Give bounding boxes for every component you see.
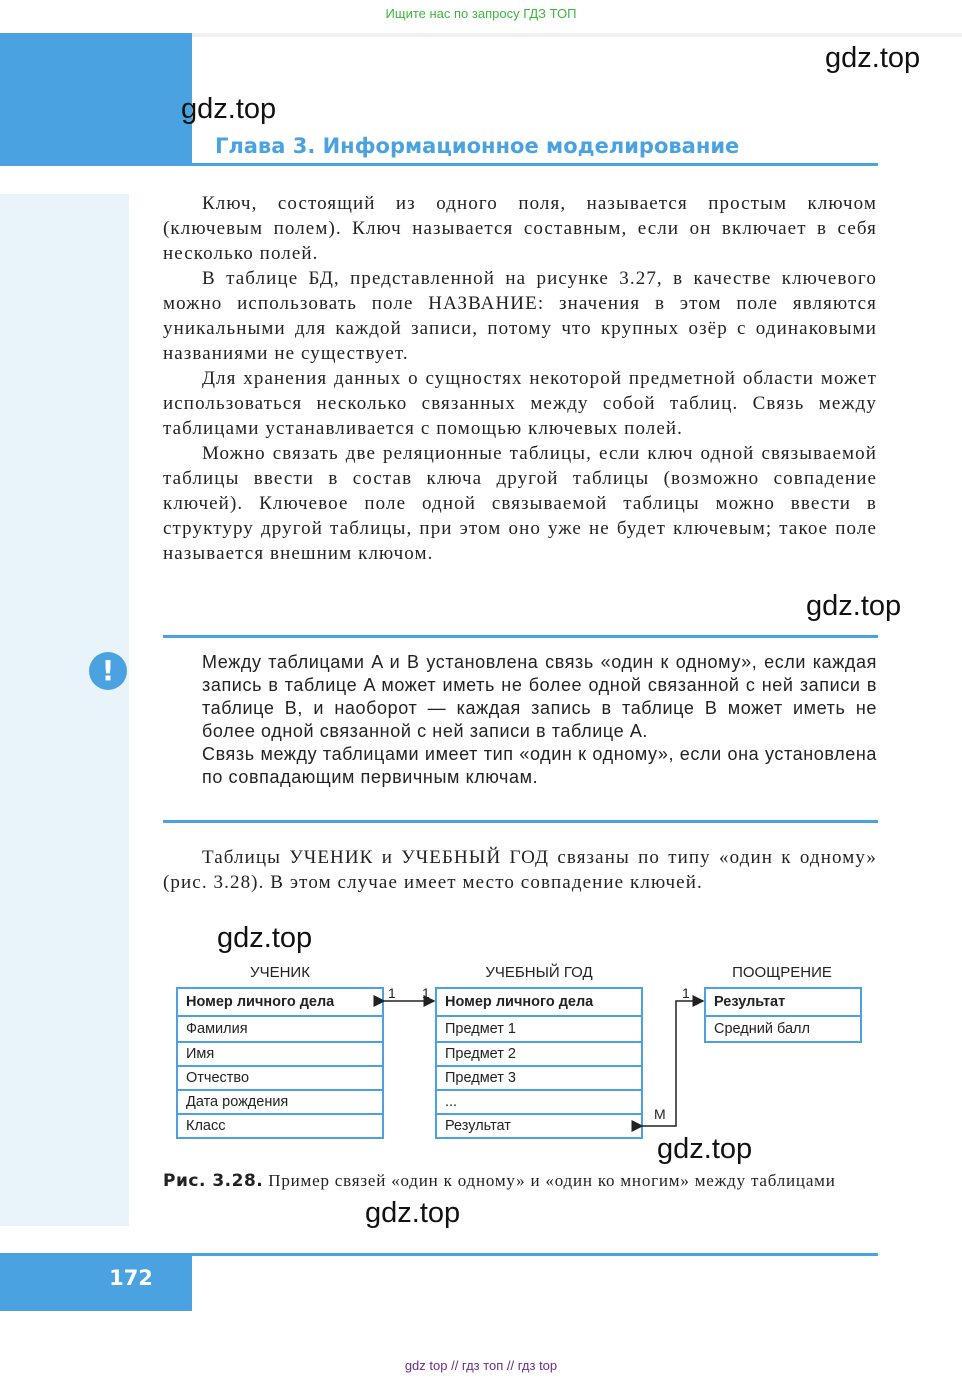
watermark: gdz.top (217, 922, 313, 954)
table-row: Средний балл (706, 1015, 860, 1041)
top-banner[interactable]: Ищите нас по запросу ГДЗ ТОП (385, 6, 577, 21)
relation-label: 1 (422, 985, 430, 1001)
table-row: Отчество (178, 1065, 382, 1089)
table-row: Номер личного дела (186, 994, 335, 1010)
table-row: Фамилия (178, 1015, 382, 1041)
figure-caption (163, 1169, 877, 1193)
one-to-many-line (642, 1001, 703, 1126)
relation-label: 1 (388, 985, 396, 1001)
paragraph: Ключ, состоящий из одного поля, называется простым ключом (ключевым полем). Ключ называется составным, если он включает в себя несколько полей. (163, 193, 877, 264)
watermark: gdz.top (657, 1133, 753, 1165)
table-row: Класс (178, 1113, 382, 1137)
table-row: Предмет 2 (437, 1041, 641, 1065)
chapter-title: Глава 3. Информационное моделирование (215, 134, 740, 158)
paragraph: Для хранения данных о сущностях некоторой предметной области может использоваться несколько связанных между собой таблиц. Связь между таблицами устанавливается с помощью ключевых полей. (163, 368, 877, 439)
table-row: ... (437, 1089, 641, 1113)
table-title-year: УЧЕБНЫЙ ГОД (485, 964, 593, 981)
relation-label: 1 (682, 985, 690, 1001)
table-title-reward: ПООЩРЕНИЕ (732, 964, 832, 981)
table-row: Предмет 3 (437, 1065, 641, 1089)
table-row: Результат (714, 994, 786, 1010)
note-paragraph: Связь между таблицами имеет тип «один к одному», если она установлена по совпадающим первичным ключам. (202, 744, 877, 787)
relation-label: M (654, 1106, 666, 1122)
paragraph: В таблице БД, представленной на рисунке 3.27, в качестве ключевого можно использовать поле НАЗВАНИЕ: значения в этом поле являются уникальными для каждой записи, потому что крупных озёр с одинаковыми названиями не существует. (163, 268, 877, 364)
watermark: gdz.top (825, 42, 921, 74)
table-row: Имя (178, 1041, 382, 1065)
caption-label: Рис. 3.28. (163, 1171, 264, 1191)
table-row: Дата рождения (178, 1089, 382, 1113)
table-row: Номер личного дела (445, 994, 594, 1010)
page-number: 172 (109, 1266, 153, 1290)
table-row: Предмет 1 (437, 1015, 641, 1041)
table-title-student: УЧЕНИК (250, 964, 310, 981)
exclamation-icon: ! (89, 652, 127, 690)
footer-rule (129, 1253, 878, 1256)
caption-text: Пример связей «один к одному» и «один ко многим» между таблицами (263, 1171, 836, 1190)
watermark: gdz.top (806, 590, 902, 622)
bottom-banner[interactable]: gdz top // гдз топ // гдз top (404, 1358, 558, 1373)
note-paragraph: Между таблицами A и B установлена связь «один к одному», если каждая запись в таблице A может иметь не более одной связанной с ней записи в таблице B, и наоборот — каждая запись в таблице B может иметь не более одной связанной с ней записи в таблице A. (202, 652, 877, 741)
paragraph: Можно связать две реляционные таблицы, если ключ одной связываемой таблицы ввести в состав ключа другой таблицы (возможно совпадение ключей). Ключевое поле одной связываемой таблицы можно ввести в структуру другой таблицы, при этом оно уже не будет ключевым; такое поле называется внешним ключом. (163, 443, 877, 564)
table-row: Результат (437, 1113, 641, 1137)
watermark: gdz.top (365, 1197, 461, 1229)
paragraph: Таблицы УЧЕНИК и УЧЕБНЫЙ ГОД связаны по типу «один к одному» (рис. 3.28). В этом случае имеет место совпадение ключей. (163, 847, 877, 893)
watermark: gdz.top (181, 93, 277, 125)
